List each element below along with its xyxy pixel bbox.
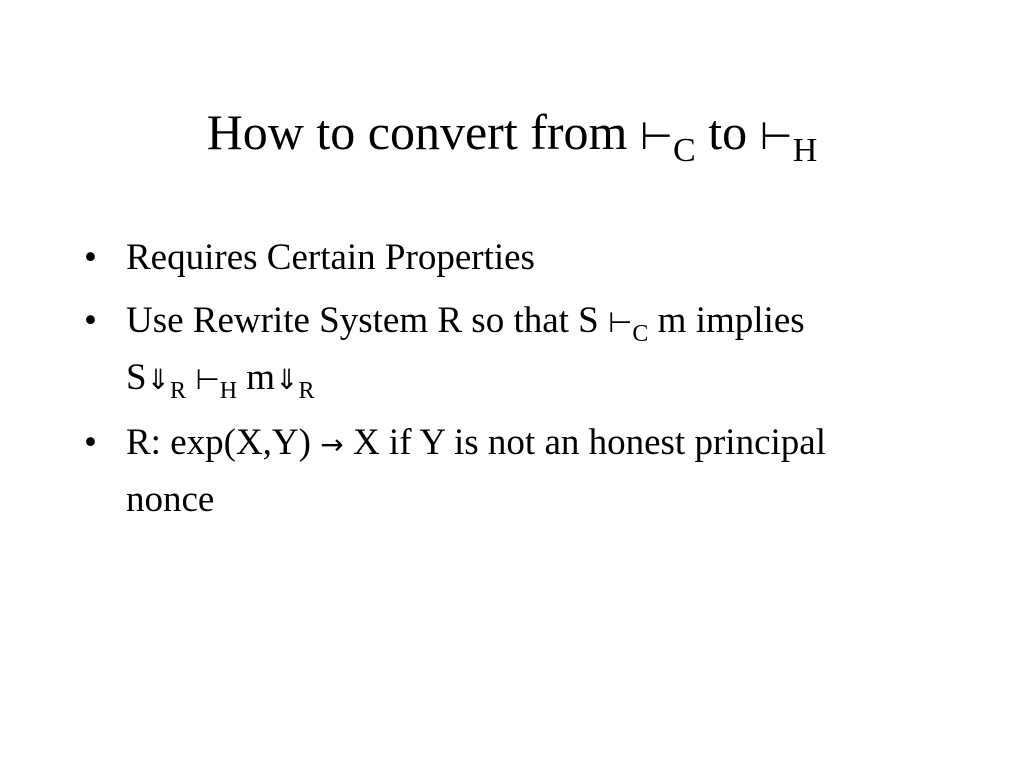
turnstile-symbol: ⊢ (639, 114, 674, 158)
bullet-text-part: m implies S (126, 300, 805, 398)
right-arrow-symbol: → (320, 428, 344, 461)
title-prefix: How to convert from (206, 104, 640, 160)
subscript-r: R (170, 378, 187, 404)
turnstile-symbol: ⊢ (608, 306, 633, 339)
bullet-text-part (186, 357, 195, 398)
subscript-c: C (632, 321, 649, 347)
bullet-dot: • (84, 237, 97, 278)
title-subscript-h: H (792, 132, 818, 169)
turnstile-symbol: ⊢ (195, 363, 220, 396)
bullet-dot: • (84, 422, 97, 463)
bullet-item (84, 230, 844, 285)
bullet-text-part: m (237, 357, 276, 398)
subscript-r: R (298, 378, 315, 404)
bullet-text-part: Use Rewrite System R so that S (126, 300, 609, 341)
bullet-text-part: R: exp(X,Y) (126, 422, 321, 463)
title-subscript-c: C (673, 132, 696, 169)
title-middle: to (695, 104, 760, 160)
slide-title (0, 102, 1024, 169)
double-down-arrow-symbol: ⇓ (275, 363, 299, 396)
bullet-item (84, 293, 844, 407)
turnstile-symbol: ⊢ (759, 114, 793, 158)
bullet-text-part: X if Y is not an honest principal nonce (126, 422, 826, 520)
subscript-h: H (219, 378, 238, 404)
double-down-arrow-symbol: ⇓ (146, 363, 171, 396)
bullet-list (84, 230, 844, 535)
bullet-item (84, 415, 844, 527)
bullet-dot: • (84, 300, 97, 341)
bullet-text: Requires Certain Properties (126, 237, 535, 278)
